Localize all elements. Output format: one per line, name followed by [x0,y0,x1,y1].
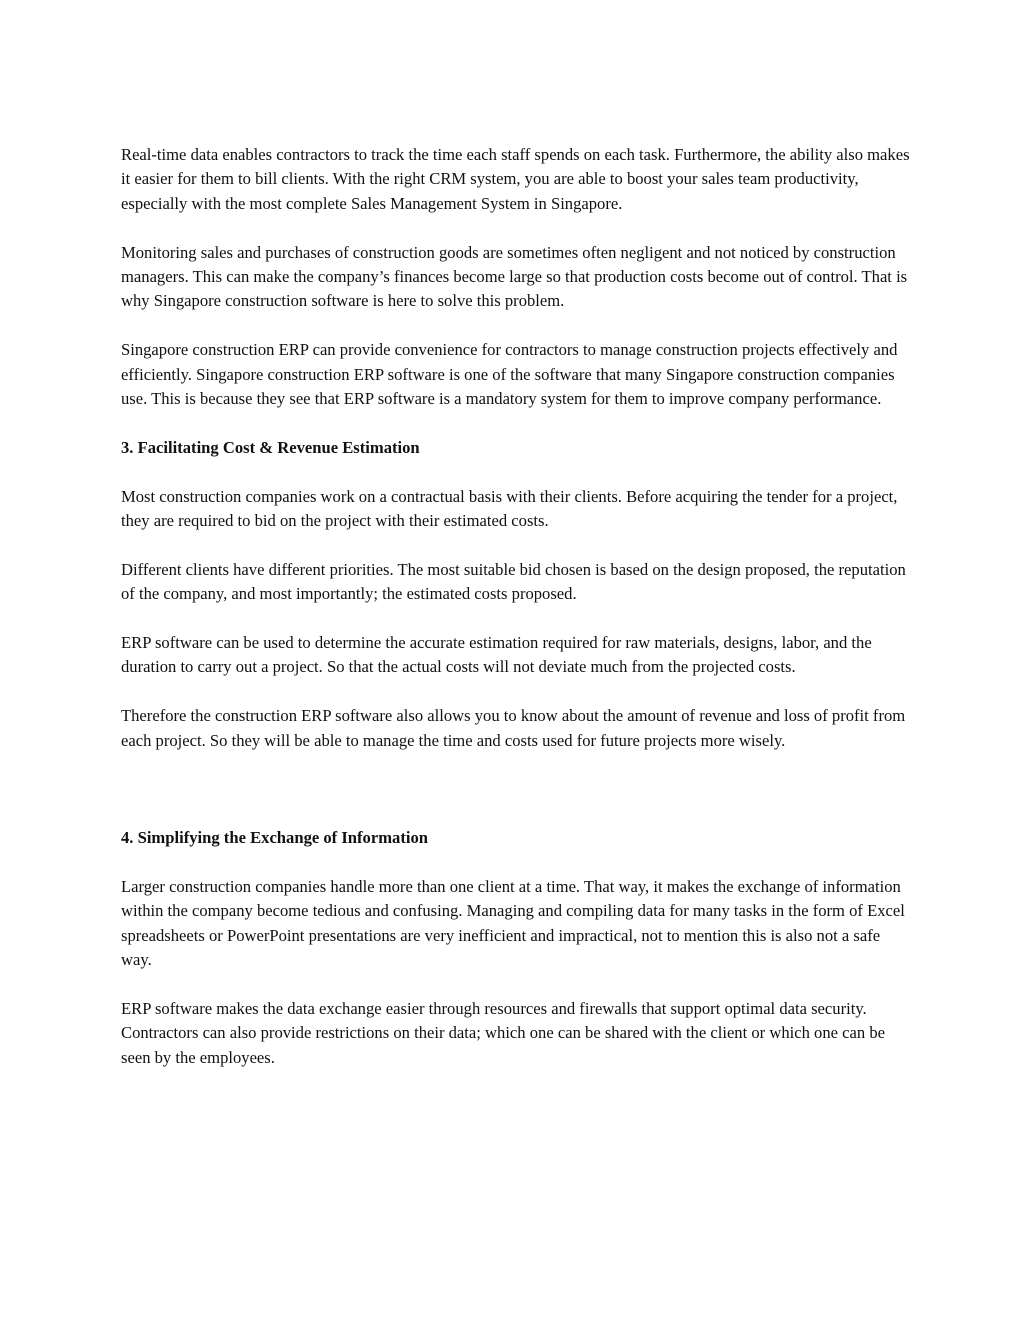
section-3-heading: 3. Facilitating Cost & Revenue Estimation [121,437,420,457]
section-3-paragraph-contractual: Most construction companies work on a contractual basis with their clients. Before acquiring the tender for a project, they are required to bid on the project with their estimated costs. [121,486,898,531]
section-4-paragraph-larger-companies: Larger construction companies handle more than one client at a time. That way, it makes the exchange of information within the company become tedious and confusing. Managing and compiling data for many tasks in the form of Excel spreadsheets or PowerPoint presentations are very inefficient and impractical, not to mention this is also not a safe way. [121,877,905,970]
section-3-paragraph-priorities: Different clients have different priorities. The most suitable bid chosen is based on the design proposed, the reputation of the company, and most importantly; the estimated costs proposed. [121,559,906,604]
section-3-paragraph-revenue: Therefore the construction ERP software also allows you to know about the amount of revenue and loss of profit from each project. So they will be able to manage the time and costs used for future projects more wisely. [121,706,906,750]
section-3-paragraph-estimation: ERP software can be used to determine the accurate estimation required for raw materials, designs, labor, and the duration to carry out a project. So that the actual costs will not deviate much from the projected costs. [121,633,872,677]
paragraph-singapore-erp: Singapore construction ERP can provide convenience for contractors to manage construction projects effectively and efficiently. Singapore construction ERP software is one of the software that many Singapore construction companies use. This is because they see that ERP software is a mandatory system for them to improve company performance. [121,340,898,409]
document-body [121,143,911,1095]
section-4-paragraph-data-exchange: ERP software makes the data exchange easier through resources and firewalls that support optimal data security. Contractors can also provide restrictions on their data; which one can be shared with the client or which one can be seen by the employees. [121,999,885,1067]
paragraph-realtime-data: Real-time data enables contractors to track the time each staff spends on each task. Furthermore, the ability also makes it easier for them to bill clients. With the right CRM system, you are able to boost your sales team productivity, especially with the most complete Sales Management System in Singapore. [121,145,910,213]
section-spacer [121,777,911,826]
paragraph-monitoring-sales: Monitoring sales and purchases of construction goods are sometimes often negligent and not noticed by construction managers. This can make the company’s finances become large so that production costs become out of control. That is why Singapore construction software is here to solve this problem. [121,242,908,311]
section-4-heading: 4. Simplifying the Exchange of Information [121,828,429,848]
